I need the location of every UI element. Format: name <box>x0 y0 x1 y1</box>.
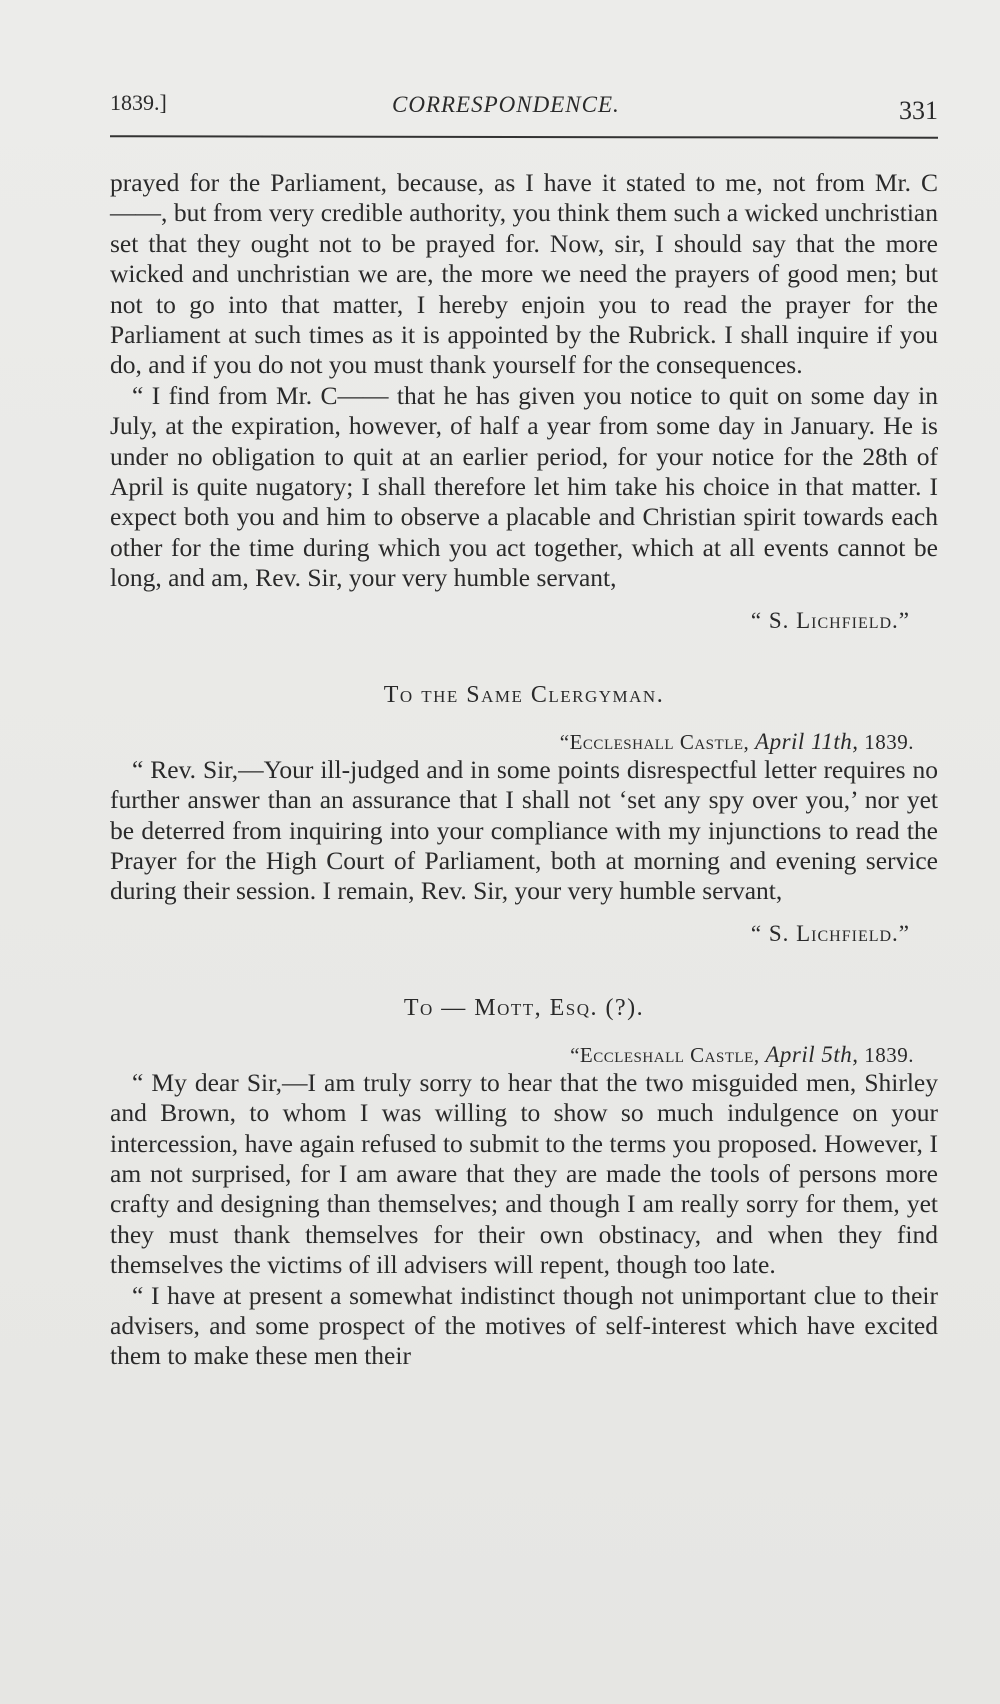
letter2-date-year: 1839. <box>864 729 914 754</box>
page-body <box>110 168 938 1372</box>
letter3-paragraph-1: “ My dear Sir,—I am truly sorry to hear that the two misguided men, Shirley and Brown, to whom I was willing to show so much indulgence on your intercession, have again refused to submit to the terms you proposed. However, I am not surprised, for I am aware that they are made the tools of persons more crafty and designing than themselves; and though I am really sorry for them, yet they must thank themselves for their own obstinacy, and when they find themselves the victims of ill advisers will repent, though too late. <box>110 1067 938 1280</box>
letter2-heading: To the Same Clergyman. <box>383 681 665 708</box>
running-header <box>110 86 938 126</box>
header-title: CORRESPONDENCE. <box>392 92 620 117</box>
letter3-dateline <box>110 1042 938 1068</box>
header-rule <box>110 135 938 138</box>
letter1-signature: “ S. Lichfield.” <box>750 607 910 633</box>
letter2-date-place: “Eccleshall Castle, <box>559 729 750 754</box>
letter3-heading: To — Mott, Esq. (?). <box>403 994 645 1021</box>
letter3-paragraph-2: “ I have at present a somewhat indistinct though not unimportant clue to their advisers, and some prospect of the motives of self-interest which have excited them to make these men their <box>110 1280 938 1371</box>
letter2-date-day: April 11th, <box>755 728 859 754</box>
letter1-paragraph-1: prayed for the Parliament, because, as I have it stated to me, not from Mr. C——, but from very credible authority, you think them such a wicked unchristian set that they ought not to be prayed for. Now, sir, I should say that the more wicked and unchristian we are, the more we need the prayers of good men; but not to go into that matter, I hereby enjoin you to read the prayer for the Parliament at such times as it is appointed by the Rubrick. I shall inquire if you do, and if you do not you must thank yourself for the consequences. <box>110 168 938 380</box>
letter2-signature: “ S. Lichfield.” <box>750 920 910 946</box>
letter2-dateline <box>110 729 938 755</box>
letter2-paragraph-1: “ Rev. Sir,—Your ill-judged and in some points disrespectful letter requires no further answer than an assurance that I shall not ‘set any spy over you,’ nor yet be deterred from inquiring into your compliance with my injunctions to read the Prayer for the High Court of Parliament, both at morning and evening service during their session. I remain, Rev. Sir, your very humble servant, <box>110 754 938 906</box>
page-number: 331 <box>899 96 938 125</box>
header-year: 1839.] <box>110 90 167 115</box>
letter1-paragraph-2: “ I find from Mr. C—— that he has given you notice to quit on some day in July, at the expiration, however, of half a year from some day in January. He is under no obligation to quit at an earlier period, for your notice for the 28th of April is quite nugatory; I shall therefore let him take his choice in that matter. I expect both you and him to observe a placable and Christian spirit towards each other for the time during which you act together, which at all events cannot be long, and am, Rev. Sir, your very humble servant, <box>110 380 938 593</box>
letter3-date-year: 1839. <box>864 1042 914 1067</box>
letter3-date-day: April 5th, <box>765 1041 859 1067</box>
letter3-date-place: “Eccleshall Castle, <box>570 1042 760 1067</box>
